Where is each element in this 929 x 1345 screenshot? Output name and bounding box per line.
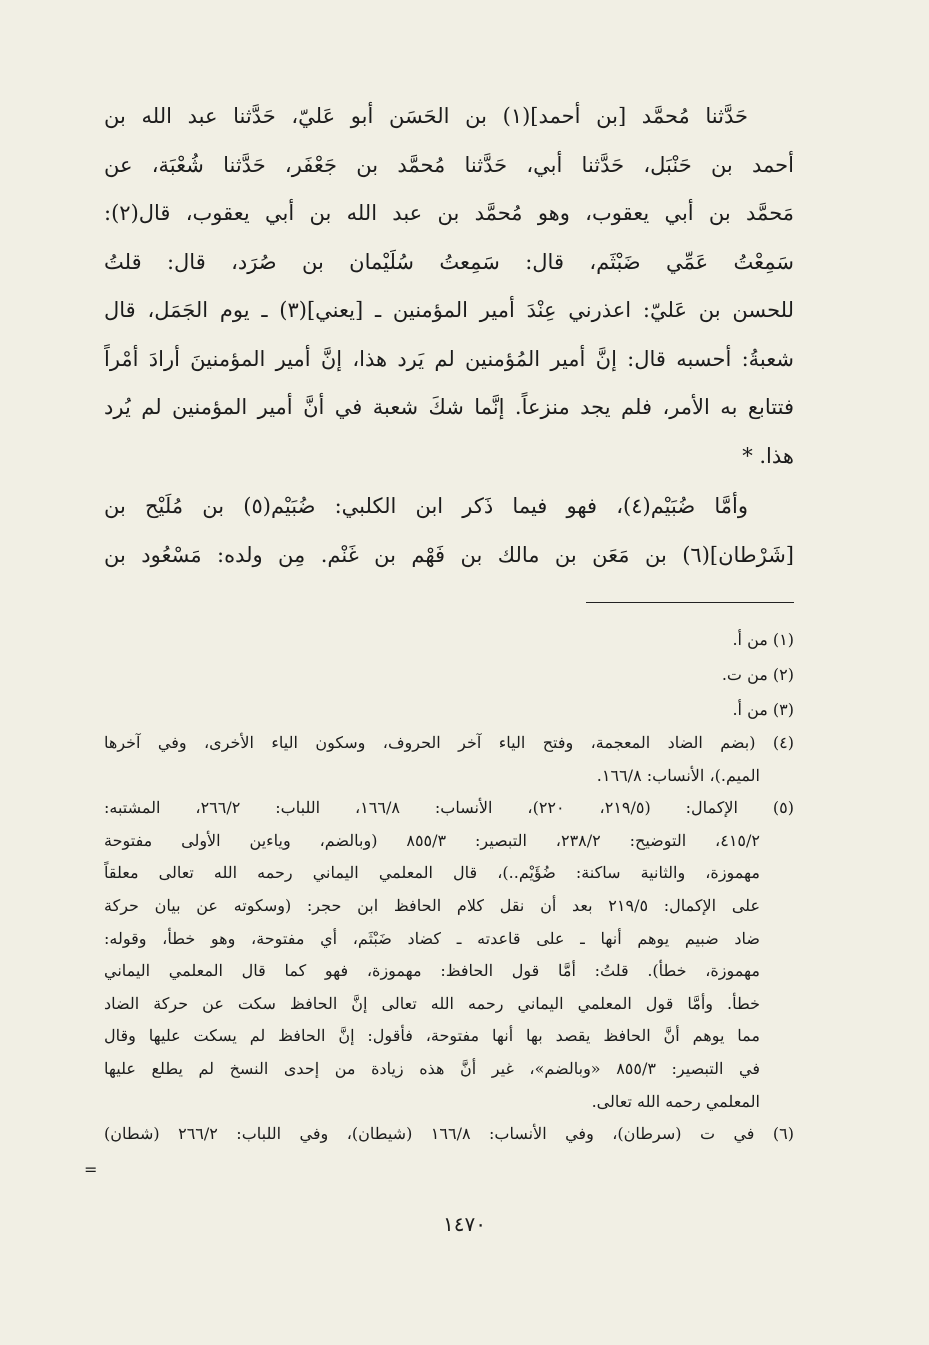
paragraph-hadith: [104, 92, 794, 480]
footnote-separator: [586, 602, 794, 603]
footnote-line: مهموزة، والثانية ساكنة: ضُؤَيْم..)، قال المعلمي اليماني رحمه الله تعالى معلقاً: [104, 863, 761, 883]
main-text: [104, 92, 794, 579]
footnote-5: [104, 792, 794, 1118]
text-line: شعبةُ: أحسبه قال: إنَّ أمير المُؤمنين لم يَرد هذا، إنَّ أمير المؤمنينَ أرادَ أمْراً: [104, 346, 794, 371]
text-line: أحمد بن حَنْبَل، حَدَّثنا أبي، حَدَّثنا مُحمَّد بن جَعْفَر، حَدَّثنا شُعْبَة، عن: [104, 152, 794, 177]
footnote-line: على الإكمال: ٢١٩/٥ بعد أن نقل كلام الحافظ ابن حجر: (وسكوته عن بيان حركة: [104, 895, 760, 915]
page-number: ١٤٧٠: [443, 1212, 486, 1236]
footnote-line: المعلمي رحمه الله تعالى.: [591, 1091, 760, 1111]
text-line: وأمَّا ضُبَيْم(٤)، فهو فيما ذَكر ابن الكلبي: ضُبَيْم(٥) بن مُلَيْح بن: [104, 494, 748, 518]
paragraph-dubaym: [104, 482, 794, 579]
footnote-line: (٥) الإكمال: (٢١٩/٥، ٢٢٠)، الأنساب: ١٦٦/٨، اللباب: ٢٦٦/٢، المشتبه:: [104, 798, 794, 818]
text-line: سَمِعْتُ عَمِّي ضَبْثَم، قال: سَمِعتُ سُلَيْمان بن صُرَد، قال: قلتُ: [104, 249, 794, 274]
footnote-line: في التبصير: ٨٥٥/٣ «وبالضم»، غير أنَّ هذه زيادة من إحدى النسخ لم يطلع عليها: [104, 1058, 760, 1078]
footnote-3: (٣) من أ.: [732, 700, 794, 719]
footnote-line: الميم.)، الأنساب: ١٦٦/٨.: [596, 765, 760, 785]
footnote-line: خطأ. وأمَّا قول المعلمي اليماني رحمه الله تعالى إنَّ الحافظ سكت عن حركة الضاد: [104, 993, 760, 1013]
text-line: حَدَّثنا مُحمَّد [بن أحمد](١) بن الحَسَن أبو عَليّ، حَدَّثنا عبد الله بن: [104, 104, 748, 128]
footnote-1: (١) من أ.: [732, 630, 794, 649]
text-line: هذا. *: [742, 443, 794, 468]
text-line: [شَرْطان](٦) بن مَعَن بن مالك بن فَهْم بن غَنْم. مِن ولده: مَسْعُود بن: [104, 542, 794, 567]
text-line: مَحمَّد بن أبي يعقوب، وهو مُحمَّد بن عبد الله بن أبي يعقوب، قال(٢):: [104, 201, 794, 225]
continuation-mark: =: [84, 1160, 98, 1179]
footnote-line: (٤) (بضم الضاد المعجمة، وفتح الياء آخر الحروف، وسكون الياء الأخرى، وفي آخرها: [104, 733, 794, 752]
footnote-line: مهموزة، خطأ). قلتُ: أمَّا قول الحافظ: مهموزة، فهو كما قال المعلمي اليماني: [104, 961, 760, 981]
footnote-line: ضاد ضبيم يوهم أنها ـ على قاعدته ـ كضاد ضَبْثَم، أي مفتوحة، وهو خطأ، وقوله:: [104, 928, 760, 948]
text-line: فتتابع به الأمر، فلم يجد منزعاً. إنَّما شكَ شعبة في أنَّ أمير المؤمنين لم يُرد: [104, 395, 794, 419]
footnote-line: مما يوهم أنَّ الحافظ يقصد بها أنها مفتوحة، فأقول: إنَّ الحافظ لم يسكت عليها وقال: [104, 1026, 760, 1046]
footnotes: [104, 622, 794, 1151]
footnote-line: (٦) في ت (سرطان)، وفي الأنساب: ١٦٦/٨ (شيطان)، وفي اللباب: ٢٦٦/٢ (شطان): [104, 1124, 794, 1144]
text-line: للحسن بن عَليّ: اعذرني عِنْدَ أمير المؤمنين ـ [يعني](٣) ـ يوم الجَمَل، قال: [104, 298, 794, 322]
footnote-4: [104, 727, 794, 792]
footnote-line: ٤١٥/٢، التوضيح: ٢٣٨/٢، التبصير: ٨٥٥/٣ (وبالضم، وياءين الأولى مفتوحة: [104, 830, 760, 850]
footnote-2: (٢) من ت.: [721, 665, 794, 684]
footnote-6: [104, 1118, 794, 1151]
